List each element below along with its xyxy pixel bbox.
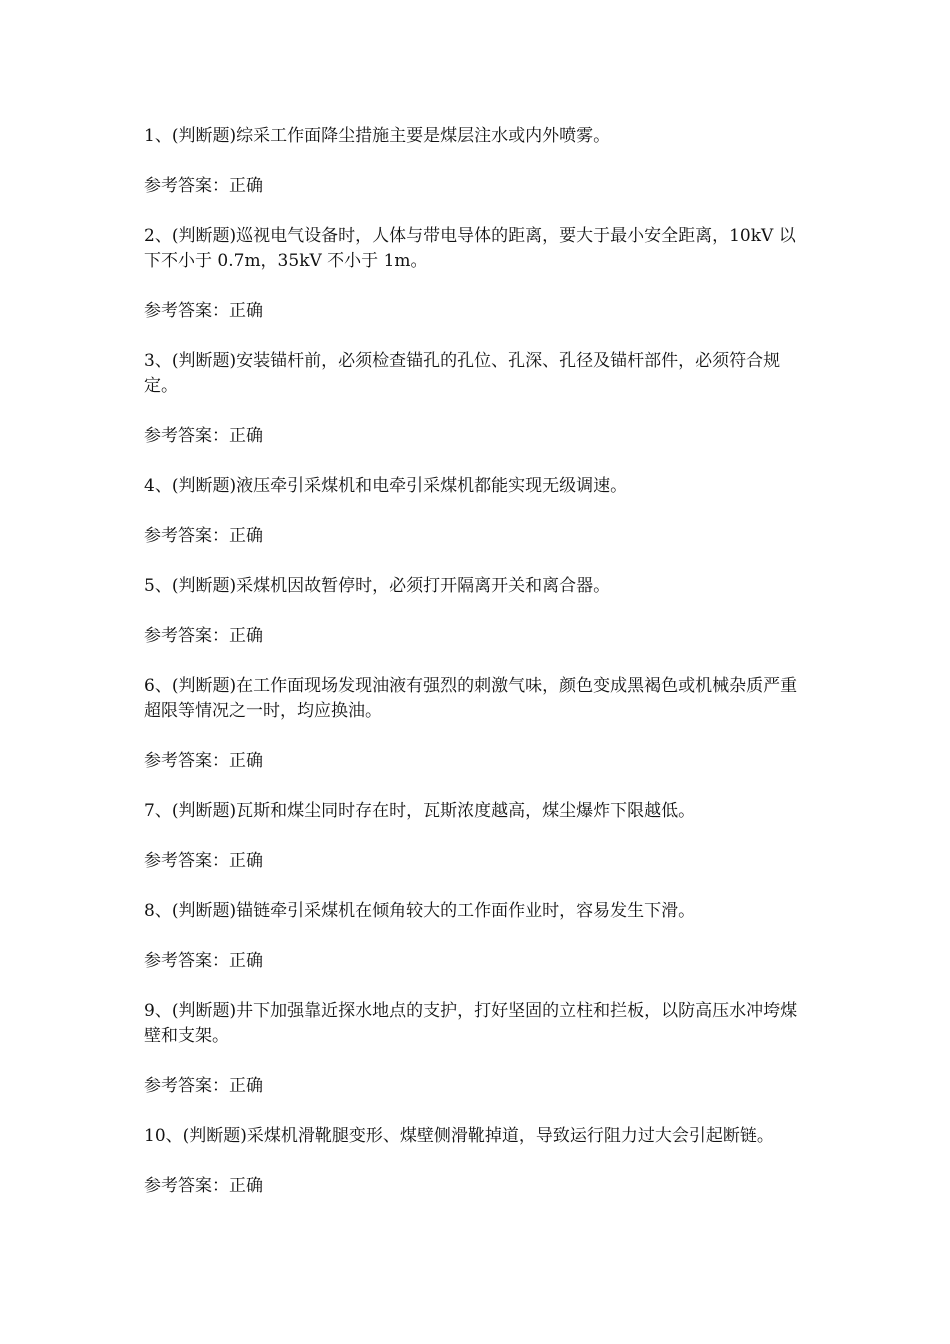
answer-label: 参考答案： [144,526,229,546]
answer-label: 参考答案： [144,626,229,646]
answer-label: 参考答案： [144,301,229,321]
question-list [144,124,808,1199]
answer-value: 正确 [229,176,263,196]
answer-value: 正确 [229,301,263,321]
answer-label: 参考答案： [144,851,229,871]
question-text: 2、(判断题)巡视电气设备时，人体与带电导体的距离，要大于最小安全距离，10kV 以下不小于 0.7m，35kV 不小于 1m。 [144,226,796,271]
question-text: 8、(判断题)锚链牵引采煤机在倾角较大的工作面作业时，容易发生下滑。 [144,901,696,921]
question-text: 1、(判断题)综采工作面降尘措施主要是煤层注水或内外喷雾。 [144,126,611,146]
answer-label: 参考答案： [144,1076,229,1096]
answer-label: 参考答案： [144,426,229,446]
question-text: 4、(判断题)液压牵引采煤机和电牵引采煤机都能实现无级调速。 [144,476,628,496]
answer-line [144,624,808,649]
answer-line [144,174,808,199]
question-text: 9、(判断题)井下加强靠近探水地点的支护，打好坚固的立柱和拦板，以防高压水冲垮煤壁和支架。 [144,1001,798,1046]
answer-line [144,749,808,774]
answer-label: 参考答案： [144,1176,229,1196]
answer-value: 正确 [229,626,263,646]
question-text: 10、(判断题)采煤机滑靴腿变形、煤壁侧滑靴掉道，导致运行阻力过大会引起断链。 [144,1126,774,1146]
answer-value: 正确 [229,951,263,971]
question-text: 5、(判断题)采煤机因故暂停时，必须打开隔离开关和离合器。 [144,576,611,596]
question-item-6 [144,674,808,774]
question-text: 6、(判断题)在工作面现场发现油液有强烈的刺激气味，颜色变成黑褐色或机械杂质严重超限等情况之一时，均应换油。 [144,676,798,721]
answer-value: 正确 [229,526,263,546]
answer-value: 正确 [229,851,263,871]
question-item-4 [144,474,808,549]
answer-line [144,949,808,974]
answer-value: 正确 [229,1076,263,1096]
question-item-3 [144,349,808,449]
answer-value: 正确 [229,751,263,771]
question-item-9 [144,999,808,1099]
question-item-1 [144,124,808,199]
question-text: 7、(判断题)瓦斯和煤尘同时存在时，瓦斯浓度越高，煤尘爆炸下限越低。 [144,801,696,821]
question-item-10 [144,1124,808,1199]
question-item-5 [144,574,808,649]
answer-label: 参考答案： [144,951,229,971]
answer-label: 参考答案： [144,751,229,771]
answer-label: 参考答案： [144,176,229,196]
answer-value: 正确 [229,1176,263,1196]
question-item-8 [144,899,808,974]
answer-value: 正确 [229,426,263,446]
answer-line [144,1174,808,1199]
answer-line [144,424,808,449]
answer-line [144,524,808,549]
question-text: 3、(判断题)安装锚杆前，必须检查锚孔的孔位、孔深、孔径及锚杆部件，必须符合规定。 [144,351,781,396]
answer-line [144,1074,808,1099]
question-item-2 [144,224,808,324]
question-item-7 [144,799,808,874]
answer-line [144,299,808,324]
answer-line [144,849,808,874]
